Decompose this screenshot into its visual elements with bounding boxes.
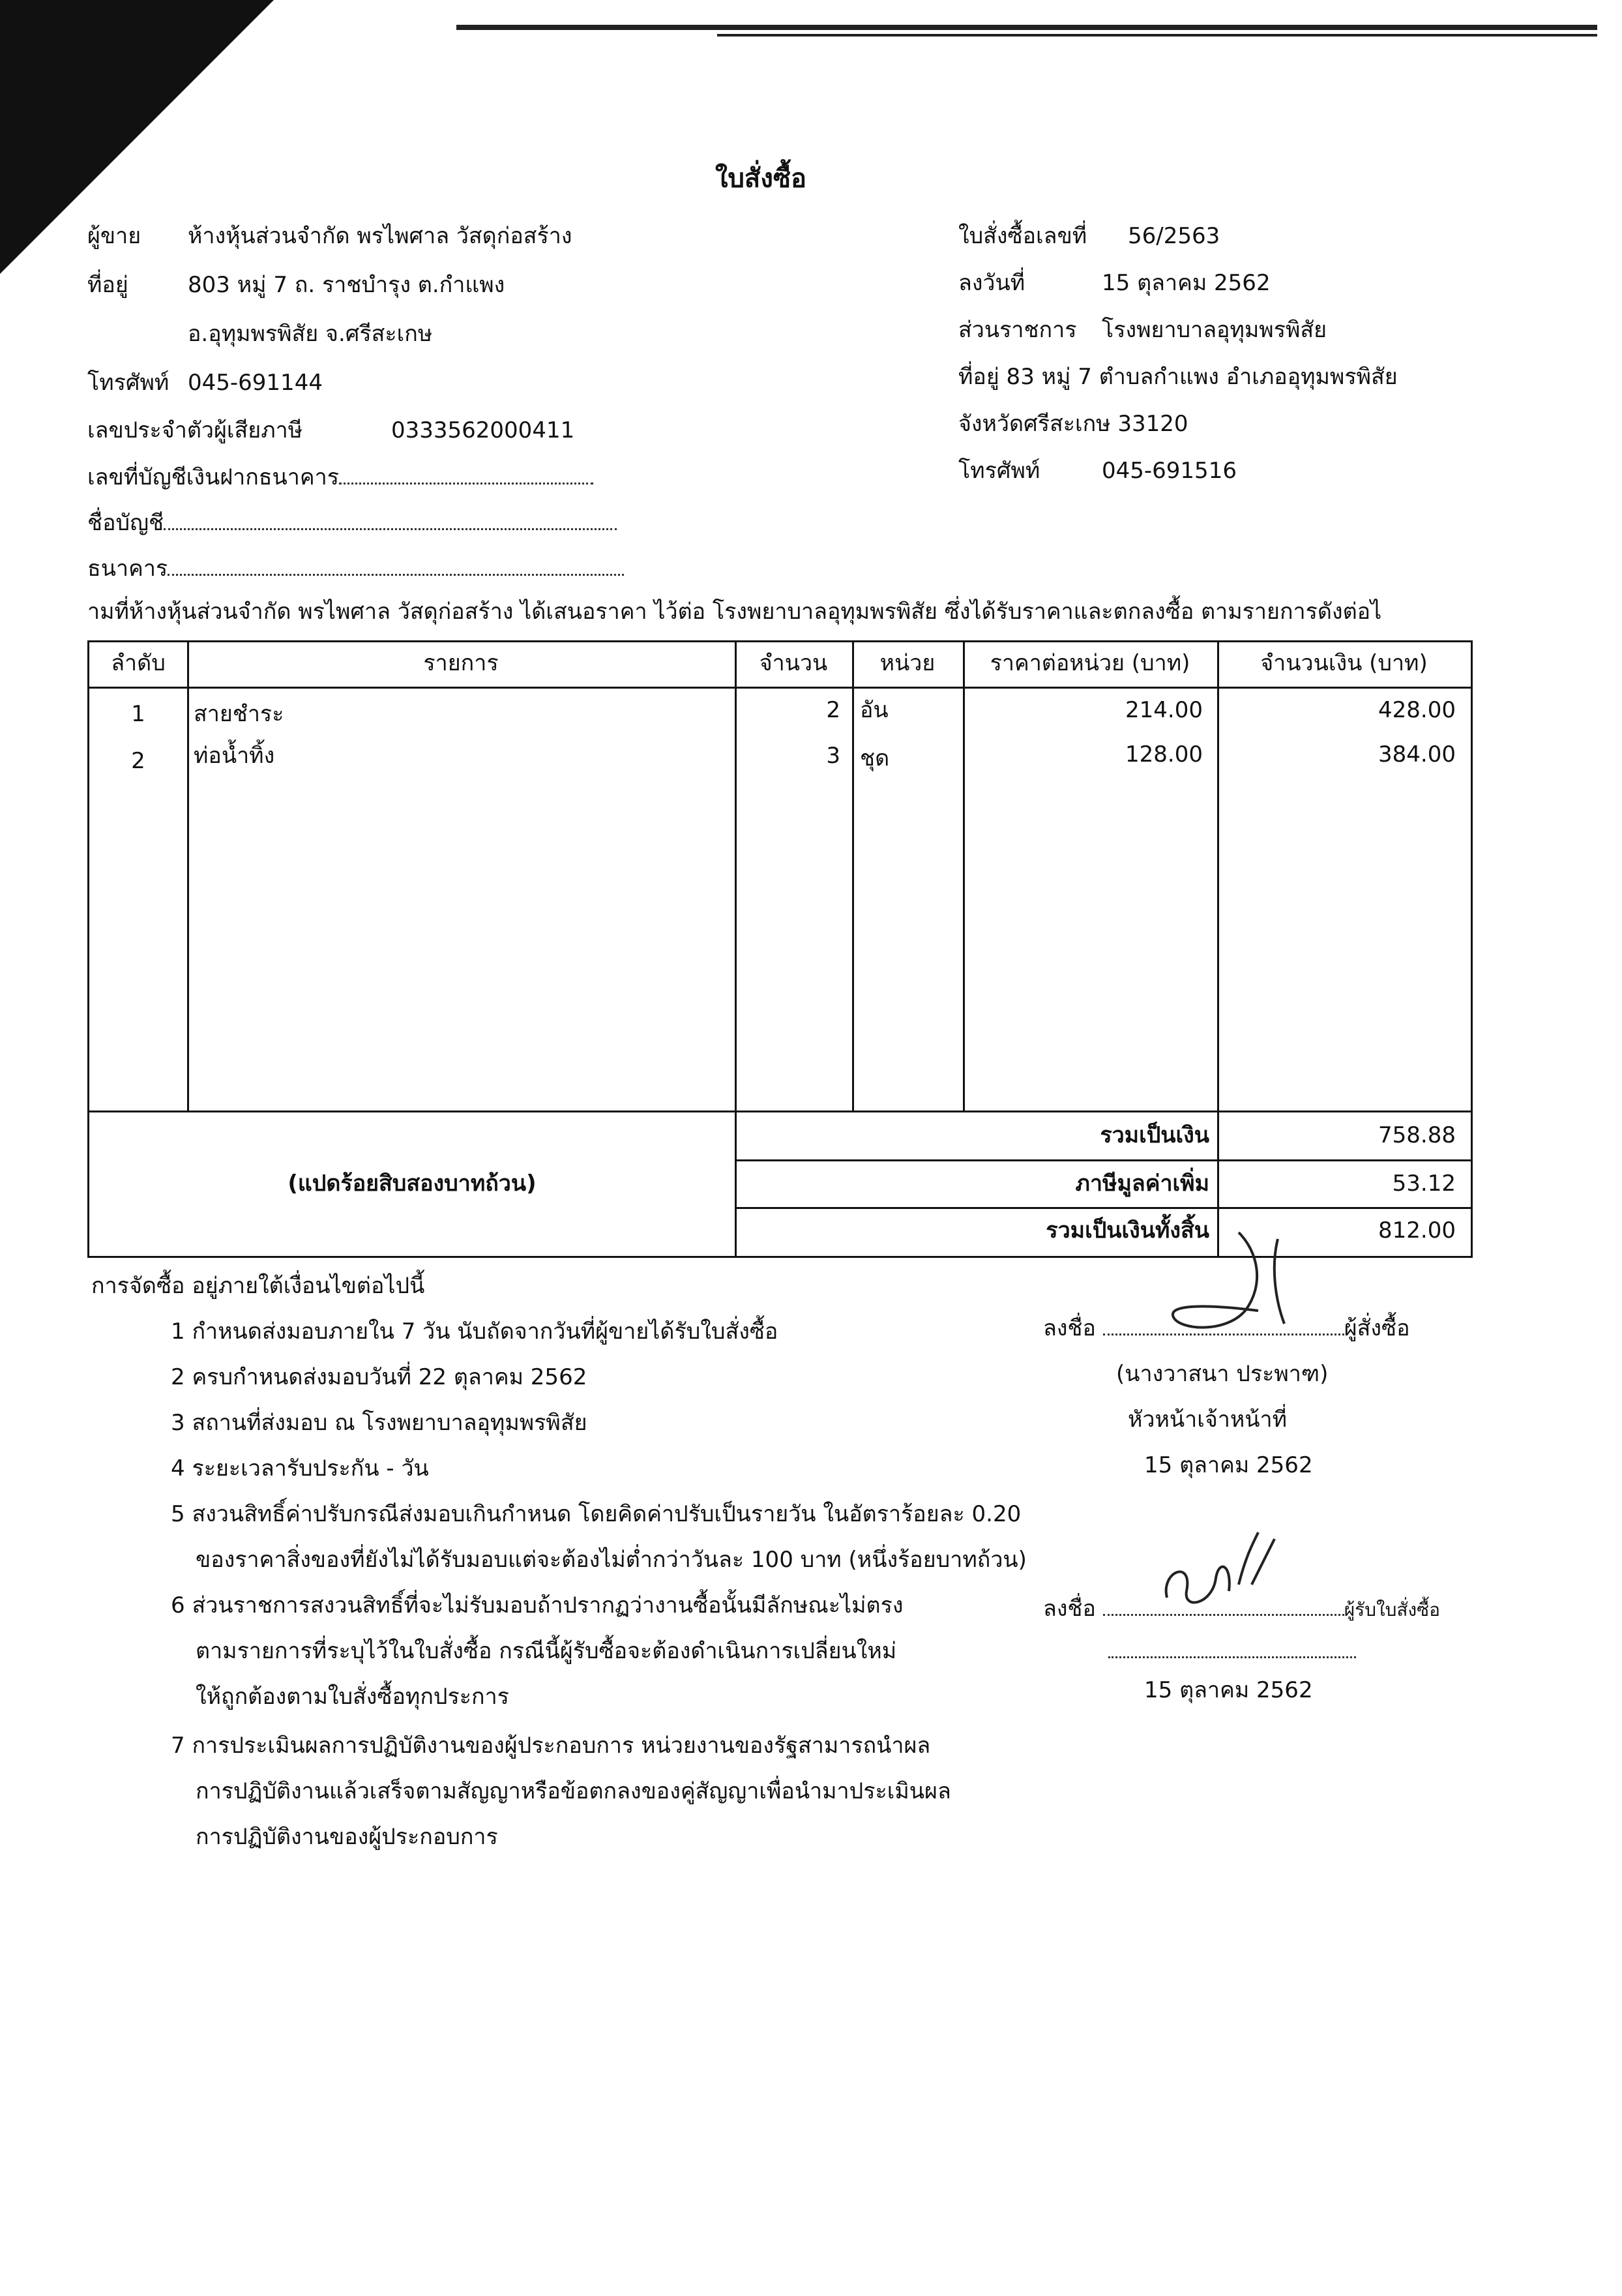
intro-text: ามที่ห้างหุ้นส่วนจำกัด พรไพศาล วัสดุก่อสร้าง ได้เสนอราคา ไว้ต่อ โรงพยาบาลอุทุมพรพิสัย ซึ่งได้รับราคาและตกลงซื้อ ตามรายการดังต่อไ	[87, 599, 1382, 625]
condition-line: 4 ระยะเวลารับประกัน - วัน	[171, 1455, 429, 1482]
order-number: 56/2563	[1128, 223, 1220, 249]
col-header-price: ราคาต่อหน่วย (บาท)	[990, 650, 1190, 676]
buyer-name: (นางวาสนา ประพาฑ)	[1116, 1361, 1329, 1387]
seller-tax-id: 0333562000411	[391, 417, 575, 443]
fill-line	[168, 554, 624, 576]
order-date: 15 ตุลาคม 2562	[1102, 270, 1271, 296]
row-item: สายชำระ	[194, 701, 284, 727]
bank-account-label: เลขที่บัญชีเงินฝากธนาคาร	[87, 464, 339, 490]
col-header-amount: จำนวนเงิน (บาท)	[1260, 650, 1428, 676]
row-price: 128.00	[1125, 741, 1203, 768]
bank-row	[87, 554, 624, 583]
buyer-role: ผู้สั่งซื้อ	[1344, 1315, 1410, 1341]
condition-line: ตามรายการที่ระบุไว้ในใบสั่งซื้อ กรณีนี้ผู้รับซื้อจะต้องดำเนินการเปลี่ยนใหม่	[196, 1638, 897, 1664]
condition-line: 1 กำหนดส่งมอบภายใน 7 วัน นับถัดจากวันที่ผู้ขายได้รับใบสั่งซื้อ	[171, 1319, 778, 1345]
row-price: 214.00	[1125, 697, 1203, 723]
row-no: 1	[131, 701, 145, 727]
row-no: 2	[131, 748, 145, 774]
seller-name: ห้างหุ้นส่วนจำกัด พรไพศาล วัสดุก่อสร้าง	[188, 223, 572, 249]
items-table	[87, 640, 1473, 1258]
seller-address-line1: 803 หมู่ 7 ถ. ราชบำรุง ต.กำแพง	[188, 272, 505, 298]
order-number-label: ใบสั่งซื้อเลขที่	[958, 223, 1087, 249]
buyer-date: 15 ตุลาคม 2562	[1144, 1452, 1313, 1478]
buyer-position: หัวหน้าเจ้าหน้าที่	[1128, 1407, 1288, 1433]
receiver-sign-label: ลงชื่อ	[1043, 1596, 1096, 1622]
order-date-label: ลงวันที่	[958, 270, 1025, 296]
bank-account-row	[87, 463, 593, 492]
fill-line	[164, 509, 617, 530]
agency-label: ส่วนราชการ	[958, 317, 1077, 343]
subtotal-label: รวมเป็นเงิน	[1100, 1122, 1209, 1148]
row-item: ท่อน้ำทิ้ง	[194, 743, 275, 769]
agency-name: โรงพยาบาลอุทุมพรพิสัย	[1102, 317, 1327, 343]
vat-value: 53.12	[1392, 1170, 1456, 1197]
total-label: รวมเป็นเงินทั้งสิ้น	[1046, 1217, 1209, 1244]
condition-line: การปฏิบัติงานแล้วเสร็จตามสัญญาหรือข้อตกลงของคู่สัญญาเพื่อนำมาประเมินผล	[196, 1778, 951, 1804]
subtotal-value: 758.88	[1378, 1122, 1456, 1148]
condition-line: 2 ครบกำหนดส่งมอบวันที่ 22 ตุลาคม 2562	[171, 1364, 587, 1390]
col-header-qty: จำนวน	[759, 650, 828, 676]
account-name-label: ชื่อบัญชี	[87, 510, 164, 536]
row-unit: อัน	[860, 697, 889, 723]
scan-streak	[717, 34, 1597, 37]
receiver-role: ผู้รับใบสั่งซื้อ	[1344, 1599, 1440, 1620]
row-amount: 384.00	[1378, 741, 1456, 768]
seller-phone-label: โทรศัพท์	[87, 370, 170, 396]
condition-line: 5 สงวนสิทธิ์ค่าปรับกรณีส่งมอบเกินกำหนด โดยคิดค่าปรับเป็นรายวัน ในอัตราร้อยละ 0.20	[171, 1501, 1022, 1527]
row-qty: 2	[826, 697, 840, 723]
row-unit: ชุด	[860, 745, 890, 771]
bank-label: ธนาคาร	[87, 556, 168, 582]
col-header-no: ลำดับ	[111, 650, 166, 676]
receiver-date: 15 ตุลาคม 2562	[1144, 1677, 1313, 1703]
seller-tax-id-label: เลขประจำตัวผู้เสียภาษี	[87, 417, 303, 443]
receiver-name-line	[1108, 1656, 1356, 1658]
conditions-heading: การจัดซื้อ อยู่ภายใต้เงื่อนไขต่อไปนี้	[91, 1273, 425, 1299]
total-value: 812.00	[1378, 1217, 1456, 1244]
condition-line: 7 การประเมินผลการปฏิบัติงานของผู้ประกอบการ หน่วยงานของรัฐสามารถนำผล	[171, 1733, 931, 1759]
seller-label: ผู้ขาย	[87, 223, 141, 249]
buyer-sign-label: ลงชื่อ	[1043, 1315, 1096, 1341]
seller-phone: 045-691144	[188, 370, 323, 396]
row-qty: 3	[826, 743, 840, 769]
condition-line: 6 ส่วนราชการสงวนสิทธิ์ที่จะไม่รับมอบถ้าปรากฏว่างานซื้อนั้นมีลักษณะไม่ตรง	[171, 1592, 904, 1618]
agency-phone-label: โทรศัพท์	[958, 458, 1040, 484]
condition-line: ของราคาสิ่งของที่ยังไม่ได้รับมอบแต่จะต้องไม่ต่ำกว่าวันละ 100 บาท (หนึ่งร้อยบาทถ้วน)	[196, 1547, 1027, 1573]
row-amount: 428.00	[1378, 697, 1456, 723]
col-header-item: รายการ	[423, 650, 499, 676]
seller-address-line2: อ.อุทุมพรพิสัย จ.ศรีสะเกษ	[188, 321, 433, 347]
condition-line: การปฏิบัติงานของผู้ประกอบการ	[196, 1824, 498, 1850]
fill-line	[339, 463, 593, 485]
account-name-row	[87, 509, 617, 537]
agency-province: จังหวัดศรีสะเกษ 33120	[958, 411, 1188, 437]
agency-address: ที่อยู่ 83 หมู่ 7 ตำบลกำแพง อำเภออุทุมพรพิสัย	[958, 364, 1398, 390]
vat-label: ภาษีมูลค่าเพิ่ม	[1075, 1170, 1209, 1197]
condition-line: ให้ถูกต้องตามใบสั่งซื้อทุกประการ	[196, 1684, 509, 1710]
seller-address-label: ที่อยู่	[87, 272, 128, 298]
agency-phone: 045-691516	[1102, 458, 1237, 484]
scan-streak	[456, 25, 1597, 30]
condition-line: 3 สถานที่ส่งมอบ ณ โรงพยาบาลอุทุมพรพิสัย	[171, 1410, 587, 1436]
amount-in-words: (แปดร้อยสิบสองบาทถ้วน)	[288, 1170, 537, 1197]
buyer-signature-mark	[1160, 1226, 1330, 1337]
col-header-unit: หน่วย	[879, 650, 936, 676]
receiver-signature-mark	[1154, 1519, 1284, 1617]
page-title: ใบสั่งซื้อ	[715, 164, 807, 194]
